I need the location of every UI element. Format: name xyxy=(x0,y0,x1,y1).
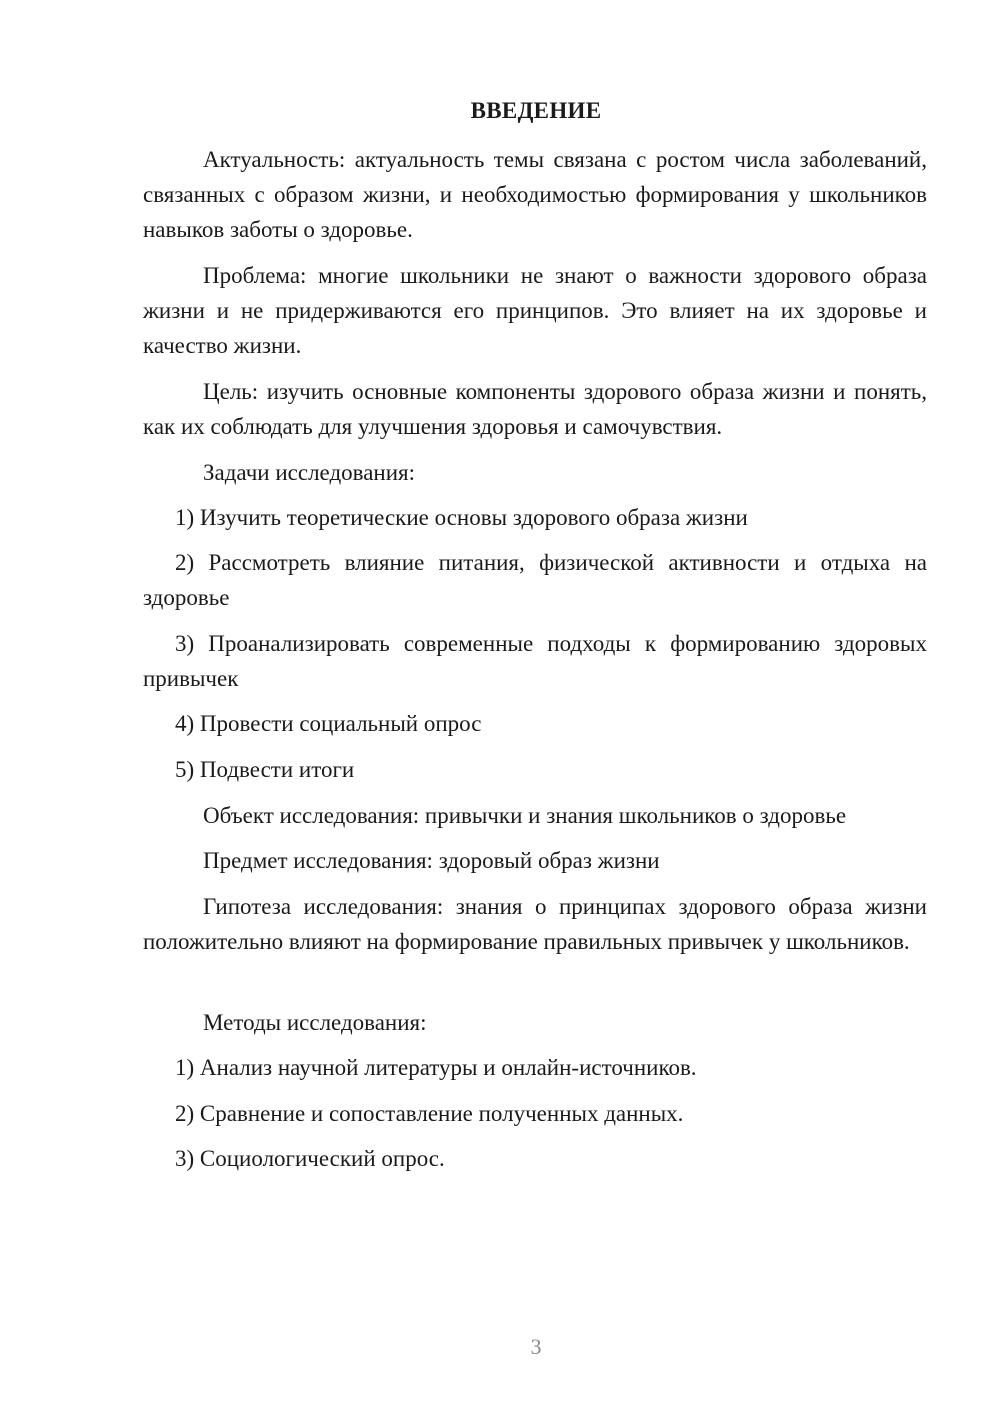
task-item-4: 4) Провести социальный опрос xyxy=(175,711,482,736)
page-number: 3 xyxy=(530,1334,542,1359)
paragraph-problem: Проблема: многие школьники не знают о важности здорового образа жизни и не придерживаются его принципов. Это влияет на их здоровье и качество жизни. xyxy=(143,263,927,358)
task-item-2: 2) Рассмотреть влияние питания, физической активности и отдыха на здоровье xyxy=(143,550,927,610)
paragraph-hypothesis: Гипотеза исследования: знания о принципах здорового образа жизни положительно влияют на формирование правильных привычек у школьников. xyxy=(143,894,927,954)
paragraph-object: Объект исследования: привычки и знания школьников о здоровье xyxy=(203,803,847,828)
method-item-3: 3) Социологический опрос. xyxy=(175,1146,445,1171)
paragraph-subject: Предмет исследования: здоровый образ жизни xyxy=(203,848,660,873)
task-item-5: 5) Подвести итоги xyxy=(175,757,355,782)
section-title: ВВЕДЕНИЕ xyxy=(470,98,602,123)
task-item-1: 1) Изучить теоретические основы здорового образа жизни xyxy=(175,505,748,530)
method-item-1: 1) Анализ научной литературы и онлайн-источников. xyxy=(175,1055,697,1080)
paragraph-relevance: Актуальность: актуальность темы связана с ростом числа заболеваний, связанных с образом жизни, и необходимостью формирования у школьников навыков заботы о здоровье. xyxy=(143,147,927,242)
tasks-heading: Задачи исследования: xyxy=(203,460,416,485)
task-item-3: 3) Проанализировать современные подходы к формированию здоровых привычек xyxy=(143,631,927,691)
paragraph-goal: Цель: изучить основные компоненты здорового образа жизни и понять, как их соблюдать для улучшения здоровья и самочувствия. xyxy=(143,379,927,439)
methods-heading: Методы исследования: xyxy=(203,1010,427,1035)
method-item-2: 2) Сравнение и сопоставление полученных данных. xyxy=(175,1101,684,1126)
